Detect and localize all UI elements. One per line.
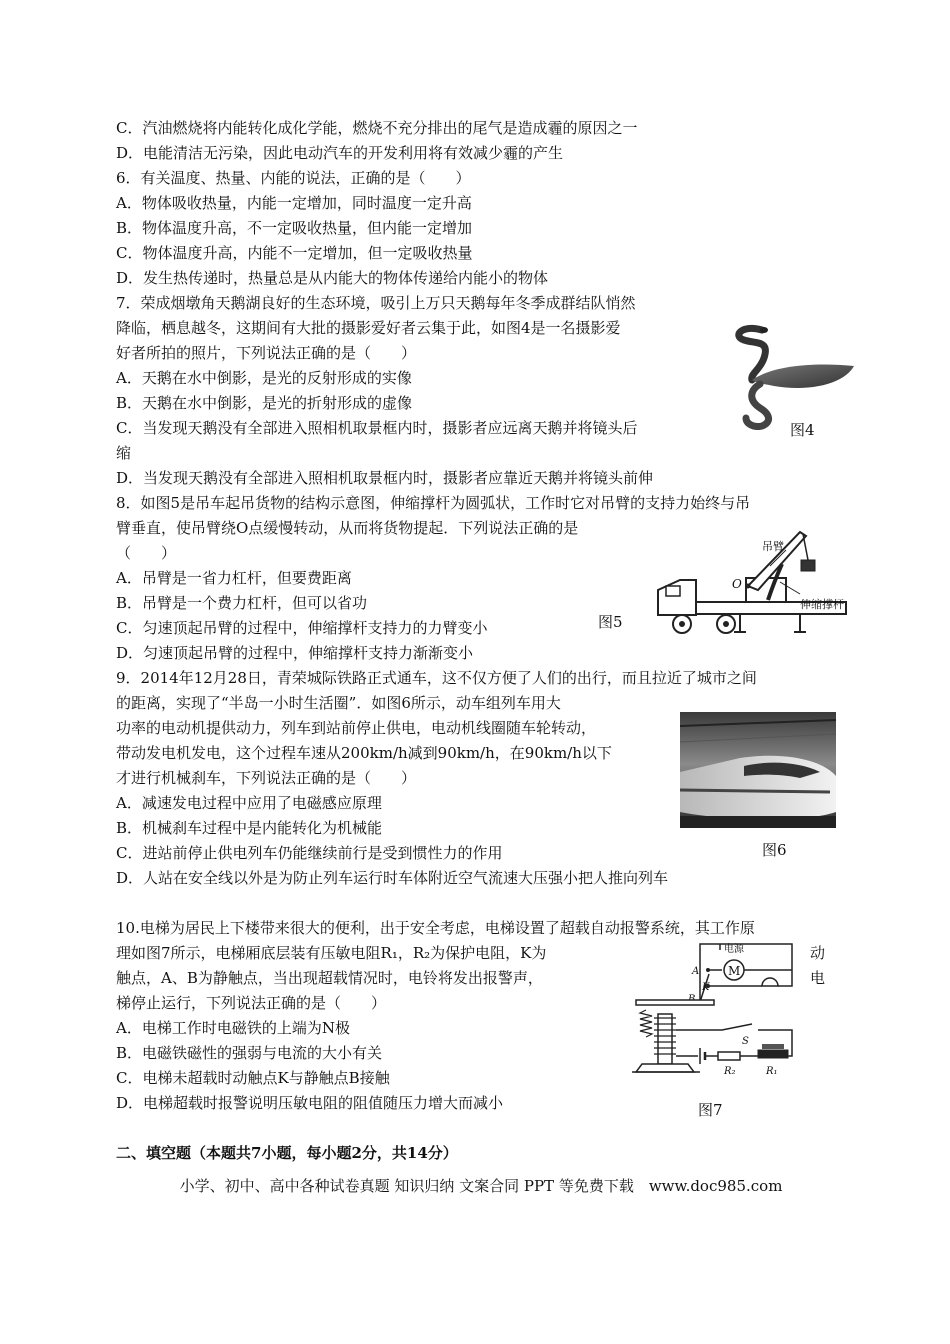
q8-option-b: B．吊臂是一个费力杠杆，但可以省功 <box>116 594 368 612</box>
q8-stem-line1: 8．如图5是吊车起吊货物的结构示意图，伸缩撑杆为圆弧状，工作时它对吊臂的支持力始终与吊 <box>116 494 751 512</box>
q8-option-a: A．吊臂是一省力杠杆，但要费距离 <box>116 569 352 587</box>
figure-7-label-k: K <box>702 982 710 993</box>
q8-option-d: D．匀速顶起吊臂的过程中，伸缩撑杆支持力渐渐变小 <box>116 644 474 662</box>
figure-7-caption: 图7 <box>698 1101 723 1119</box>
q6-option-d: D．发生热传递时，热量总是从内能大的物体传递给内能小的物体 <box>116 269 549 287</box>
q10-option-c: C．电梯未超载时动触点K与静触点B接触 <box>116 1069 390 1087</box>
q7-option-d: D．当发现天鹅没有全部进入照相机取景框内时，摄影者应靠近天鹅并将镜头前伸 <box>116 469 654 487</box>
figure-6-caption: 图6 <box>762 841 787 859</box>
q8-option-c: C．匀速顶起吊臂的过程中，伸缩撑杆支持力的力臂变小 <box>116 619 488 637</box>
q10-stem-line4: 梯停止运行，下列说法正确的是（ ） <box>116 994 387 1012</box>
q10-option-b: B．电磁铁磁性的强弱与电流的大小有关 <box>116 1044 383 1062</box>
figure-7-circuit-diagram <box>612 940 804 1082</box>
q9-stem-line4: 带动发电机发电，这个过程车速从200km/h减到90km/h，在90km/h以下 <box>116 744 612 762</box>
q10-stem-line1: 10.电梯为居民上下楼带来很大的便利，出于安全考虑，电梯设置了超载自动报警系统，其工作原 <box>116 919 755 937</box>
figure-5-caption: 图5 <box>598 613 623 631</box>
q10-side-text-dong: 动 <box>810 944 826 962</box>
q9-option-b: B．机械刹车过程中是内能转化为机械能 <box>116 819 383 837</box>
figure-4-caption: 图4 <box>790 421 815 439</box>
figure-5-label-arm: 吊臂 <box>762 540 784 553</box>
q10-option-a: A．电梯工作时电磁铁的上端为N极 <box>116 1019 350 1037</box>
q7-option-c: C．当发现天鹅没有全部进入照相机取景框内时，摄影者应远离天鹅并将镜头后 <box>116 419 638 437</box>
q10-stem-line2: 理如图7所示，电梯厢底层装有压敏电阻R₁，R₂为保护电阻，K为 <box>116 944 547 962</box>
figure-5-label-rod: 伸缩撑杆 <box>800 598 844 611</box>
figure-7-label-r2: R₂ <box>724 1066 736 1077</box>
figure-5-label-o: O <box>732 577 742 591</box>
figure-7-label-r1: R₁ <box>766 1066 778 1077</box>
q7-option-b: B．天鹅在水中倒影，是光的折射形成的虚像 <box>116 394 413 412</box>
q7-option-a: A．天鹅在水中倒影，是光的反射形成的实像 <box>116 369 412 387</box>
figure-5-crane-diagram <box>650 520 865 645</box>
q6-option-a: A．物体吸收热量，内能一定增加，同时温度一定升高 <box>116 194 472 212</box>
q7-stem-line2: 降临，栖息越冬，这期间有大批的摄影爱好者云集于此，如图4是一名摄影爱 <box>116 319 621 337</box>
figure-7-label-power: 电源 <box>724 944 744 955</box>
q9-option-d: D．人站在安全线以外是为防止列车运行时车体附近空气流速大压强小把人推向列车 <box>116 869 669 887</box>
q5-option-d: D．电能清洁无污染，因此电动汽车的开发利用将有效减少霾的产生 <box>116 144 564 162</box>
q9-stem-line2: 的距离，实现了“半岛一小时生活圈”．如图6所示，动车组列车用大 <box>116 694 561 712</box>
q8-stem-line3: （ ） <box>116 544 177 562</box>
q9-option-c: C．进站前停止供电列车仍能继续前行是受到惯性力的作用 <box>116 844 503 862</box>
q9-stem-line1: 9．2014年12月28日，青荣城际铁路正式通车，这不仅方便了人们的出行，而且拉近了城市之间 <box>116 669 757 687</box>
q7-option-c-cont: 缩 <box>116 444 132 462</box>
section-heading: 二、填空题（本题共7小题，每小题2分，共14分） <box>116 1144 458 1162</box>
figure-6-train-photo <box>680 712 836 828</box>
figure-4-swan-photo <box>722 318 862 430</box>
q10-side-text-dian: 电 <box>810 969 826 987</box>
q9-stem-line5: 才进行机械刹车，下列说法正确的是（ ） <box>116 769 417 787</box>
figure-7-label-s: S <box>742 1036 749 1047</box>
page-footer: 小学、初中、高中各种试卷真题 知识归纳 文案合同 PPT 等免费下载 www.doc985.com <box>179 1177 783 1195</box>
q6-option-c: C．物体温度升高，内能不一定增加，但一定吸收热量 <box>116 244 473 262</box>
q5-option-c: C．汽油燃烧将内能转化成化学能，燃烧不充分排出的尾气是造成霾的原因之一 <box>116 119 638 137</box>
q9-stem-line3: 功率的电动机提供动力，列车到站前停止供电，电动机线圈随车轮转动， <box>116 719 597 737</box>
q9-option-a: A．减速发电过程中应用了电磁感应原理 <box>116 794 382 812</box>
figure-7-label-m: M <box>728 964 741 978</box>
q6-option-b: B．物体温度升高，不一定吸收热量，但内能一定增加 <box>116 219 473 237</box>
q6-stem: 6．有关温度、热量、内能的说法，正确的是（ ） <box>116 169 471 187</box>
q8-stem-line2: 臂垂直，使吊臂绕O点缓慢转动，从而将货物提起．下列说法正确的是 <box>116 519 579 537</box>
q10-option-d: D．电梯超载时报警说明压敏电阻的阻值随压力增大而减小 <box>116 1094 504 1112</box>
q7-stem-line1: 7．荣成烟墩角天鹅湖良好的生态环境，吸引上万只天鹅每年冬季成群结队悄然 <box>116 294 636 312</box>
figure-7-label-a: A <box>692 966 700 977</box>
q10-stem-line3: 触点，A、B为静触点，当出现超载情况时，电铃将发出报警声， <box>116 969 543 987</box>
q7-stem-line3: 好者所拍的照片，下列说法正确的是（ ） <box>116 344 417 362</box>
